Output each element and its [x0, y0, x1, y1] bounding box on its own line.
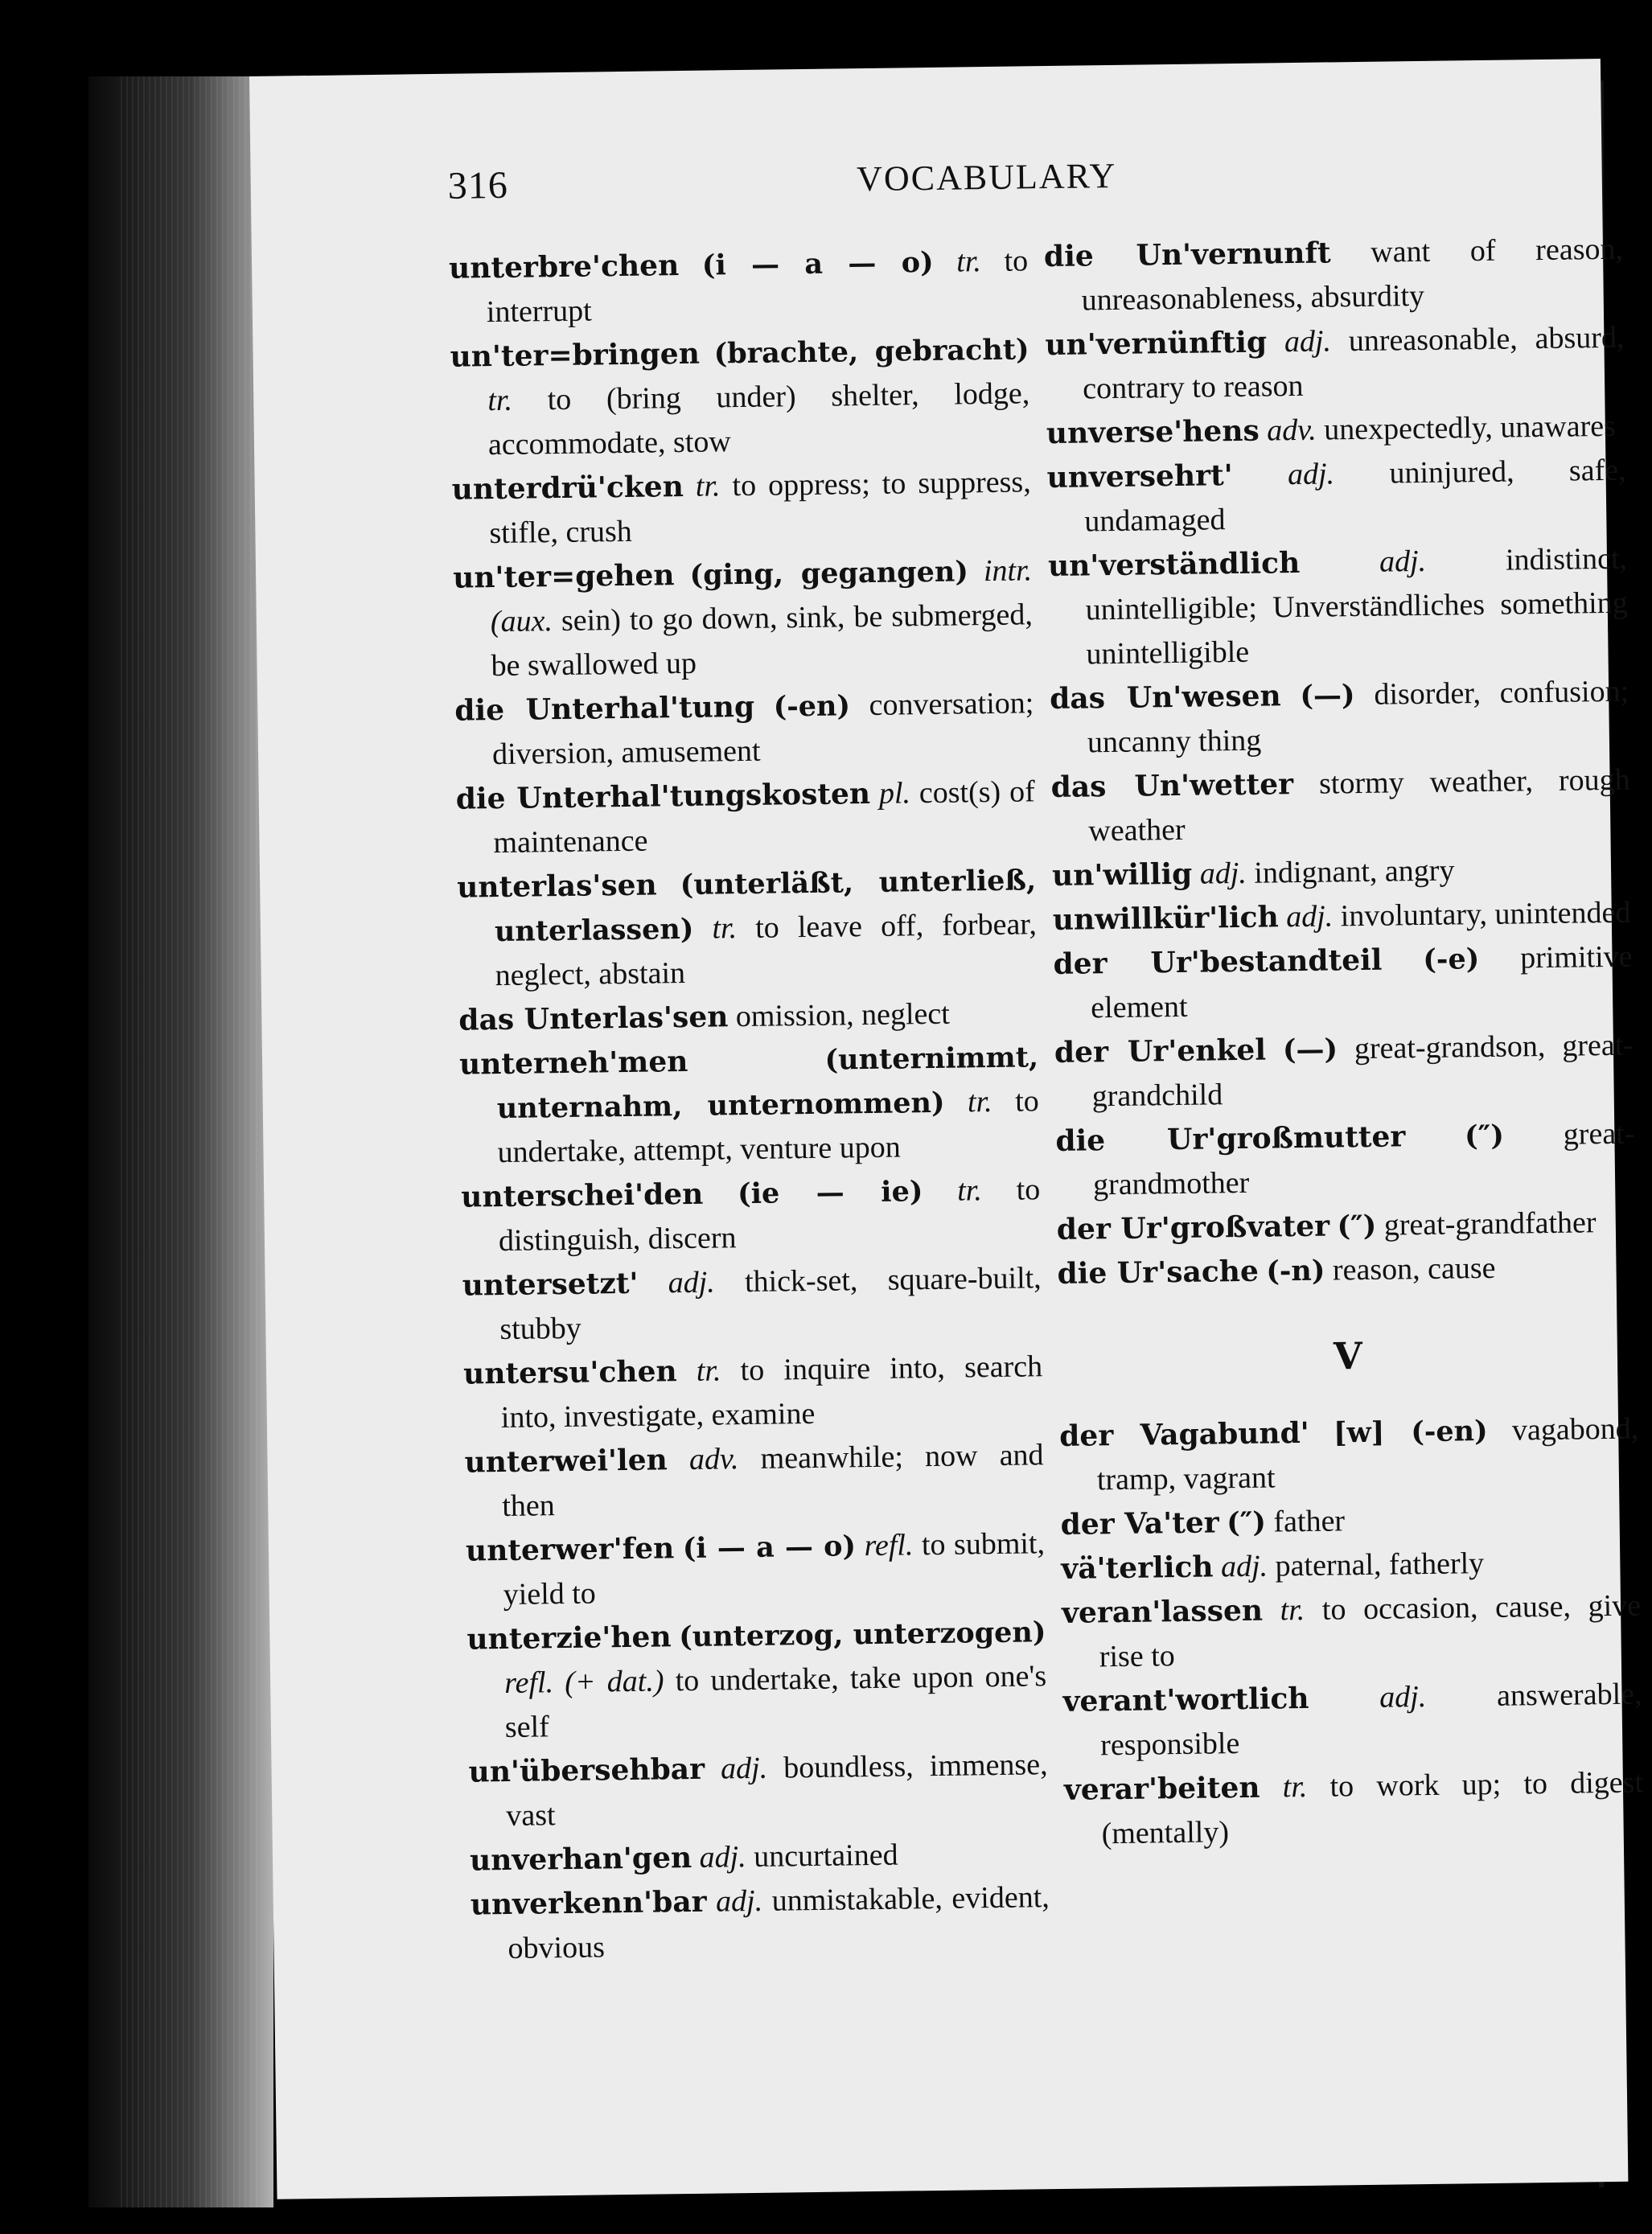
entry-inflection: (unterläßt, unterließ, unterlassen)	[494, 864, 1037, 949]
entry-inflection: (brachte, gebracht)	[713, 333, 1029, 371]
entry-grammar: adj.	[1287, 457, 1335, 492]
entry-inflection: (unternimmt, unternahm, unternommen)	[496, 1041, 1039, 1126]
entry-definition: answerable, responsible	[1099, 1677, 1642, 1763]
entry-headword: die Un'vernunft	[1043, 236, 1331, 274]
entry-headword: unverhan'gen	[469, 1840, 692, 1878]
dictionary-entry	[449, 239, 1029, 335]
entry-grammar: adj.	[1285, 899, 1334, 934]
dictionary-entry	[1057, 1201, 1637, 1252]
entry-headword: der Ur'großvater	[1056, 1209, 1330, 1246]
entry-grammar: tr.	[1280, 1592, 1305, 1628]
entry-definition: sein) to go down, sink, be submerged, be swallowed up	[491, 598, 1034, 684]
entry-headword: die Unterhal'tung	[454, 689, 755, 728]
entry-inflection: (″)	[1464, 1119, 1505, 1153]
dictionary-entry	[464, 1433, 1044, 1529]
page-header	[447, 150, 1526, 228]
entry-inflection: (-n)	[1266, 1254, 1325, 1288]
dictionary-entry	[459, 1035, 1040, 1175]
entry-definition: to undertake, attempt, venture upon	[497, 1084, 1040, 1170]
entry-inflection: (-en)	[773, 689, 851, 724]
entry-grammar: intr. (aux.	[490, 553, 1033, 639]
dictionary-entry	[466, 1610, 1047, 1750]
entry-definition: uninjured, safe, undamaged	[1084, 453, 1626, 539]
dictionary-entry	[1046, 449, 1626, 544]
entry-inflection: (″)	[1226, 1505, 1267, 1540]
dictionary-entry	[455, 770, 1035, 865]
entry-headword: der Va'ter	[1060, 1505, 1219, 1542]
entry-definition: to submit, yield to	[503, 1526, 1046, 1612]
entry-grammar: tr.	[712, 911, 738, 946]
entry-headword: untersetzt'	[462, 1266, 639, 1303]
entry-definition: involuntary, unintended	[1340, 895, 1631, 934]
entry-definition: unreasonable, absurd, contrary to reason	[1082, 320, 1625, 406]
entry-definition: to leave off, forbear, neglect, abstain	[495, 907, 1038, 993]
entry-inflection: (unterzog, unterzogen)	[678, 1616, 1046, 1654]
entry-headword: un'ter=gehen	[452, 558, 675, 595]
dictionary-entry	[454, 681, 1034, 777]
entry-inflection: (—)	[1300, 679, 1355, 712]
entry-grammar: adv.	[688, 1442, 739, 1476]
entry-headword: unterwei'len	[464, 1443, 668, 1480]
entry-headword: unterbre'chen	[448, 248, 680, 285]
entry-definition: to oppress; to suppress, stifle, crush	[489, 465, 1031, 551]
entry-grammar: adj.	[699, 1840, 746, 1875]
entry-grammar: adj.	[668, 1265, 716, 1300]
entry-grammar: tr.	[696, 1353, 721, 1388]
book-page	[249, 59, 1644, 2199]
dictionary-entry	[462, 1256, 1042, 1352]
entry-headword: die Ur'sache	[1057, 1254, 1260, 1291]
dictionary-entry	[1064, 1761, 1644, 1857]
entry-headword: veran'lassen	[1061, 1593, 1264, 1630]
dictionary-entry	[1062, 1584, 1642, 1680]
dictionary-entry	[1050, 758, 1630, 854]
entry-definition: father	[1273, 1504, 1346, 1539]
dictionary-entry	[466, 1522, 1046, 1617]
entry-definition: to interrupt	[486, 244, 1029, 330]
entry-definition: to inquire into, search into, investigate, examine	[500, 1349, 1043, 1435]
entry-inflection: (—)	[1282, 1033, 1338, 1067]
dictionary-entry	[1062, 1673, 1642, 1768]
entry-headword: un'vernünftig	[1045, 325, 1268, 363]
entry-definition: indignant, angry	[1254, 853, 1455, 890]
dictionary-entry	[1055, 1112, 1635, 1208]
left-column	[449, 239, 1050, 1971]
entry-grammar: adj.	[1379, 1680, 1427, 1715]
dictionary-entry	[1052, 847, 1632, 898]
dictionary-entry	[1053, 935, 1633, 1031]
dictionary-entry	[470, 1831, 1050, 1883]
entry-definition: great-grandmother	[1092, 1116, 1635, 1202]
right-column-entries-u	[1044, 228, 1637, 1296]
entry-grammar: tr.	[1282, 1769, 1308, 1805]
entry-definition: thick-set, square-built, stubby	[499, 1261, 1042, 1347]
page-number: 316	[447, 163, 509, 207]
entry-definition: paternal, fatherly	[1275, 1546, 1485, 1583]
entry-inflection: (″)	[1337, 1209, 1377, 1243]
entry-grammar: adj.	[1284, 324, 1332, 359]
dictionary-entry	[1054, 1024, 1634, 1119]
dictionary-entry	[451, 460, 1031, 556]
entry-headword: unterwer'fen	[465, 1531, 675, 1568]
entry-headword: unverkenn'bar	[470, 1884, 707, 1922]
entry-grammar: tr.	[695, 469, 721, 503]
entry-headword: die Unterhal'tungskosten	[455, 776, 871, 816]
entry-headword: un'verständlich	[1047, 545, 1301, 584]
entry-grammar: refl.	[864, 1528, 914, 1563]
entry-definition: meanwhile; now and then	[502, 1438, 1044, 1524]
entry-definition: primitive element	[1090, 939, 1633, 1025]
entry-grammar: adj.	[1199, 856, 1247, 891]
right-column	[1044, 228, 1644, 1857]
entry-headword: untersu'chen	[462, 1354, 677, 1391]
dictionary-entry	[453, 548, 1034, 688]
entry-definition: unexpectedly, unawares	[1323, 409, 1617, 447]
dictionary-entry	[1050, 670, 1629, 766]
dictionary-entry	[468, 1743, 1048, 1838]
entry-definition: unmistakable, evident, obvious	[508, 1880, 1050, 1965]
entry-definition: to undertake, take upon one's self	[504, 1659, 1047, 1745]
entry-headword: un'übersehbar	[468, 1751, 705, 1789]
dictionary-entry	[1059, 1407, 1639, 1503]
entry-headword: verant'wortlich	[1062, 1681, 1309, 1719]
entry-grammar: adj.	[1220, 1549, 1268, 1584]
section-letter: V	[1333, 1334, 1363, 1378]
page-edge-texture	[121, 76, 257, 2207]
entry-inflection: (ie — ie)	[737, 1175, 923, 1211]
entry-grammar: tr.	[967, 1085, 992, 1119]
entry-definition: to distinguish, discern	[498, 1172, 1041, 1259]
dictionary-entry	[458, 991, 1038, 1042]
dictionary-entry	[1044, 228, 1624, 323]
entry-definition: uncurtained	[753, 1838, 898, 1874]
entry-headword: un'willig	[1051, 856, 1193, 893]
entry-definition: great-grandson, great-grandchild	[1091, 1028, 1634, 1114]
dictionary-entry	[1052, 891, 1632, 942]
entry-inflection: (ging, gegangen)	[689, 555, 969, 592]
entry-definition: to work up; to digest (mentally)	[1101, 1765, 1644, 1851]
running-title: VOCABULARY	[856, 155, 1117, 199]
dictionary-entry	[1057, 1245, 1637, 1296]
entry-inflection: (i — a — o)	[701, 245, 934, 282]
entry-headword: verar'beiten	[1063, 1770, 1260, 1807]
entry-inflection: (-e)	[1423, 942, 1480, 976]
entry-headword: die Ur'großmutter	[1055, 1119, 1406, 1158]
entry-headword: unwillkür'lich	[1052, 900, 1279, 938]
entry-grammar: tr.	[487, 383, 513, 418]
entry-grammar: adj.	[1379, 544, 1427, 579]
entry-headword: der Vagabund'	[1058, 1415, 1310, 1453]
dictionary-entry	[461, 1168, 1041, 1263]
entry-headword: unverse'hens	[1046, 413, 1260, 451]
entry-headword: das Un'wesen	[1049, 679, 1281, 717]
entry-definition: indistinct, unintelligible; Unverständliches something unintelligible	[1085, 541, 1628, 671]
entry-headword: unversehrt'	[1046, 458, 1233, 495]
dictionary-entry	[463, 1345, 1043, 1440]
entry-headword: der Ur'bestandteil	[1053, 942, 1383, 982]
entry-grammar: adj.	[715, 1883, 763, 1919]
dictionary-entry	[1046, 405, 1626, 456]
entry-inflection: (i — a — o)	[682, 1530, 857, 1566]
dictionary-entry	[1045, 316, 1625, 412]
dictionary-entry	[1060, 1496, 1640, 1547]
entry-inflection: [w] (-en)	[1333, 1414, 1488, 1450]
entry-headword: unterlas'sen	[456, 868, 657, 905]
entry-definition: cost(s) of maintenance	[493, 774, 1035, 860]
entry-headword: das Un'wetter	[1050, 767, 1294, 805]
entry-headword: unterschei'den	[460, 1177, 704, 1214]
entry-grammar: refl. (+ dat.)	[503, 1664, 664, 1701]
entry-definition: omission, neglect	[735, 996, 951, 1034]
entry-headword: unterdrü'cken	[451, 469, 684, 507]
entry-definition: to (bring under) shelter, lodge, accommodate, stow	[487, 376, 1030, 462]
entry-definition: vagabond, tramp, vagrant	[1096, 1411, 1639, 1497]
entry-definition: stormy weather, rough weather	[1088, 762, 1630, 848]
entry-grammar: tr.	[955, 244, 982, 279]
entry-grammar: adv.	[1266, 413, 1317, 448]
entry-definition: boundless, immense, vast	[506, 1747, 1048, 1834]
dictionary-entry	[457, 858, 1038, 998]
entry-headword: der Ur'enkel	[1054, 1033, 1267, 1070]
right-column-entries-v	[1059, 1407, 1644, 1857]
entry-headword: un'ter=bringen	[450, 336, 701, 374]
dictionary-entry	[1048, 537, 1629, 677]
entry-definition: disorder, confusion; uncanny thing	[1087, 674, 1629, 760]
entry-grammar: pl.	[878, 776, 911, 811]
entry-definition: reason, cause	[1332, 1250, 1496, 1287]
entry-headword: vä'terlich	[1061, 1550, 1214, 1586]
dictionary-entry	[450, 327, 1030, 467]
entry-headword: unterzie'hen	[466, 1620, 672, 1657]
dictionary-entry	[470, 1875, 1050, 1971]
entry-definition: great-grandfather	[1383, 1205, 1597, 1242]
entry-grammar: tr.	[956, 1173, 983, 1208]
dictionary-entry	[1061, 1540, 1641, 1591]
entry-definition: conversation; diversion, amusement	[491, 686, 1034, 772]
entry-definition: want of reason, unreasonableness, absurdity	[1081, 232, 1624, 318]
entry-headword: unterneh'men	[458, 1044, 688, 1082]
entry-definition: to occasion, cause, give rise to	[1099, 1588, 1642, 1674]
entry-grammar: adj.	[720, 1751, 768, 1786]
entry-headword: das Unterlas'sen	[458, 1000, 729, 1037]
